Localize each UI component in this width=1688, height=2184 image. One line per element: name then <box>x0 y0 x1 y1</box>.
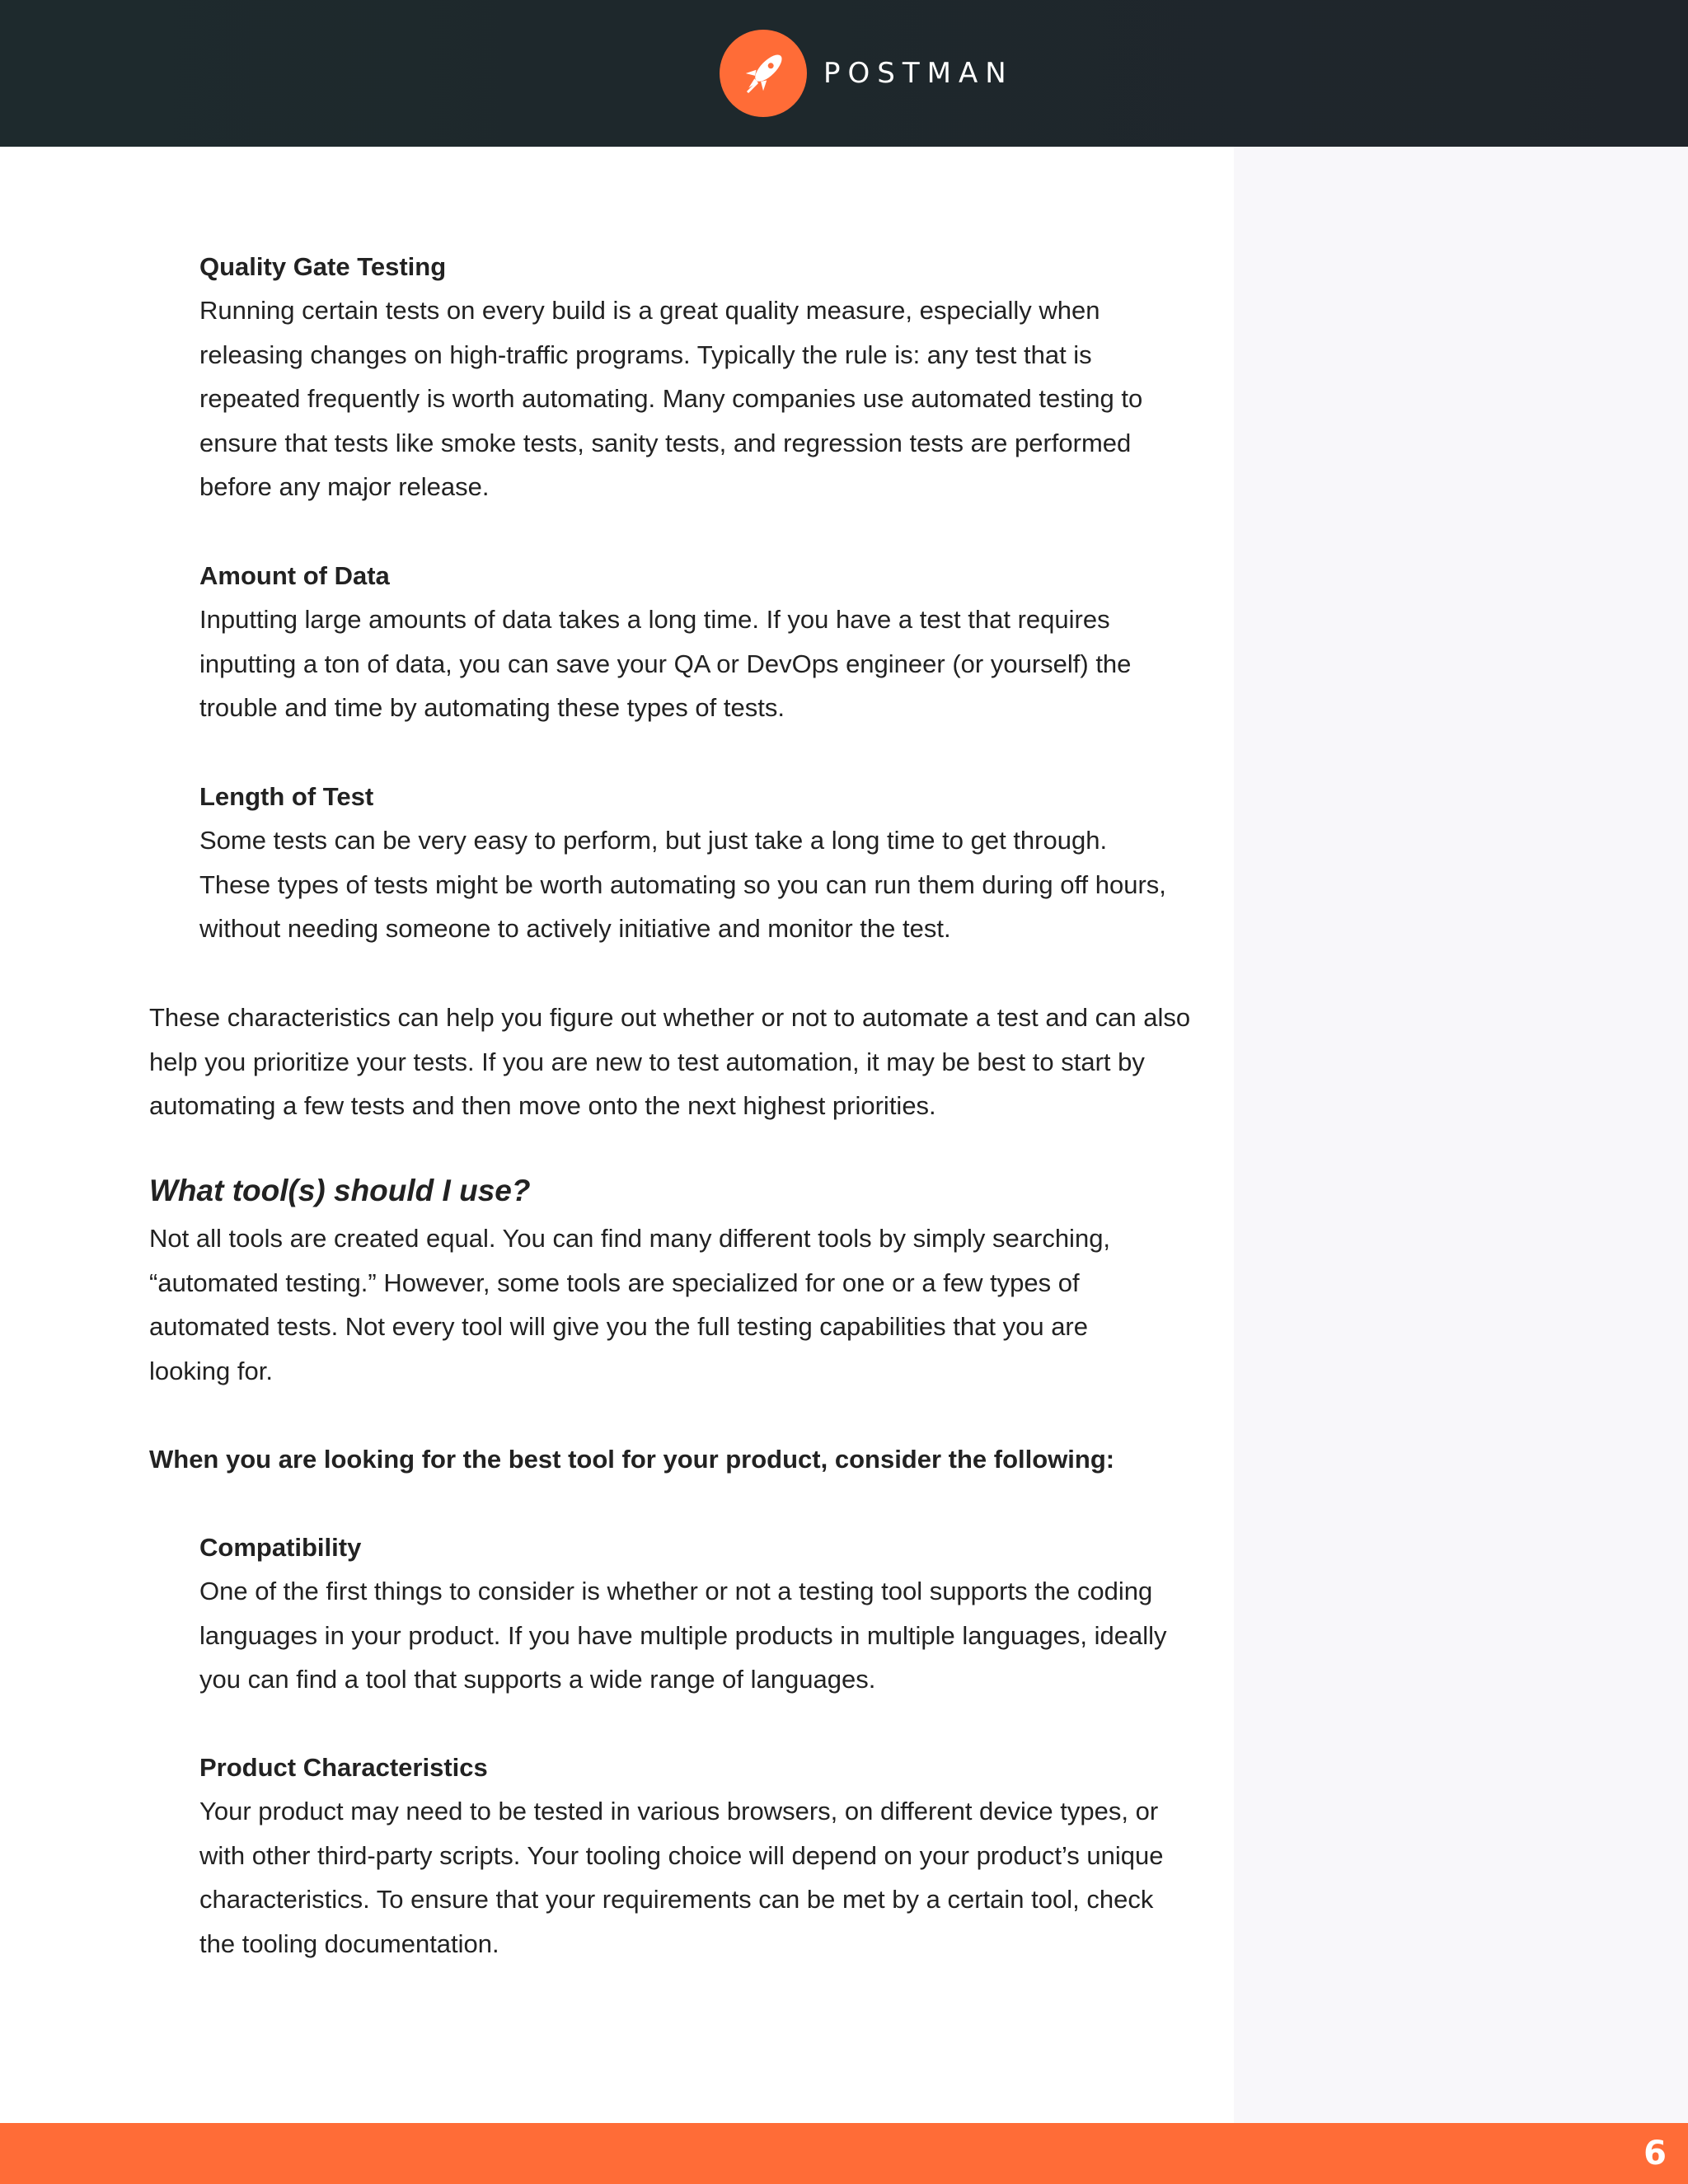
length-of-test-body: Some tests can be very easy to perform, but just take a long time to get through. These types of tests might be worth automating so you can run them during off hours, without needing someone to actively initiative and monitor the test. <box>199 826 1166 944</box>
page-number: 6 <box>1643 2135 1667 2172</box>
amount-of-data-body: Inputting large amounts of data takes a long time. If you have a test that requires inputting a ton of data, you can save your QA or DevOps engineer (or yourself) the trouble and time by automating these types of tests. <box>199 605 1132 723</box>
product-characteristics-heading: Product Characteristics <box>199 1753 488 1782</box>
postman-logo[interactable] <box>720 30 1014 117</box>
consider-heading: When you are looking for the best tool for your product, consider the following: <box>149 1445 1115 1474</box>
characteristics-summary: These characteristics can help you figure out whether or not to automate a test and can also help you prioritize your tests. If you are new to test automation, it may be best to start by automating a few tests and then move onto the next highest priorities. <box>149 1003 1191 1121</box>
side-panel <box>1234 147 1688 2123</box>
tools-body: Not all tools are created equal. You can find many different tools by simply searching, “automated testing.” However, some tools are specialized for one or a few types of automated tests. Not every tool will give you the full testing capabilities that you are looking for. <box>149 1224 1111 1385</box>
page-footer <box>0 2123 1688 2184</box>
length-of-test-heading: Length of Test <box>199 782 374 811</box>
amount-of-data-heading: Amount of Data <box>199 561 390 590</box>
postman-rocket-icon <box>720 30 807 117</box>
quality-gate-heading: Quality Gate Testing <box>199 252 447 281</box>
compatibility-body: One of the first things to consider is whether or not a testing tool supports the coding languages in your product. If you have multiple products in multiple languages, ideally you can find a tool that supports a wide range of languages. <box>199 1577 1167 1694</box>
product-characteristics-body: Your product may need to be tested in various browsers, on different device types, or with other third-party scripts. Your tooling choice will depend on your product’s unique characteristics. To ensure that your requirements can be met by a certain tool, check the tooling documentation. <box>199 1797 1164 1958</box>
brand-name: POSTMAN <box>823 57 1014 90</box>
tools-heading: What tool(s) should I use? <box>149 1174 531 1207</box>
compatibility-heading: Compatibility <box>199 1533 362 1562</box>
page-header <box>0 0 1688 147</box>
quality-gate-body: Running certain tests on every build is a great quality measure, especially when releasing changes on high-traffic programs. Typically the rule is: any test that is repeated frequently is worth automating. Many companies use automated testing to ensure that tests like smoke tests, sanity tests, and regression tests are performed before any major release. <box>199 296 1143 502</box>
